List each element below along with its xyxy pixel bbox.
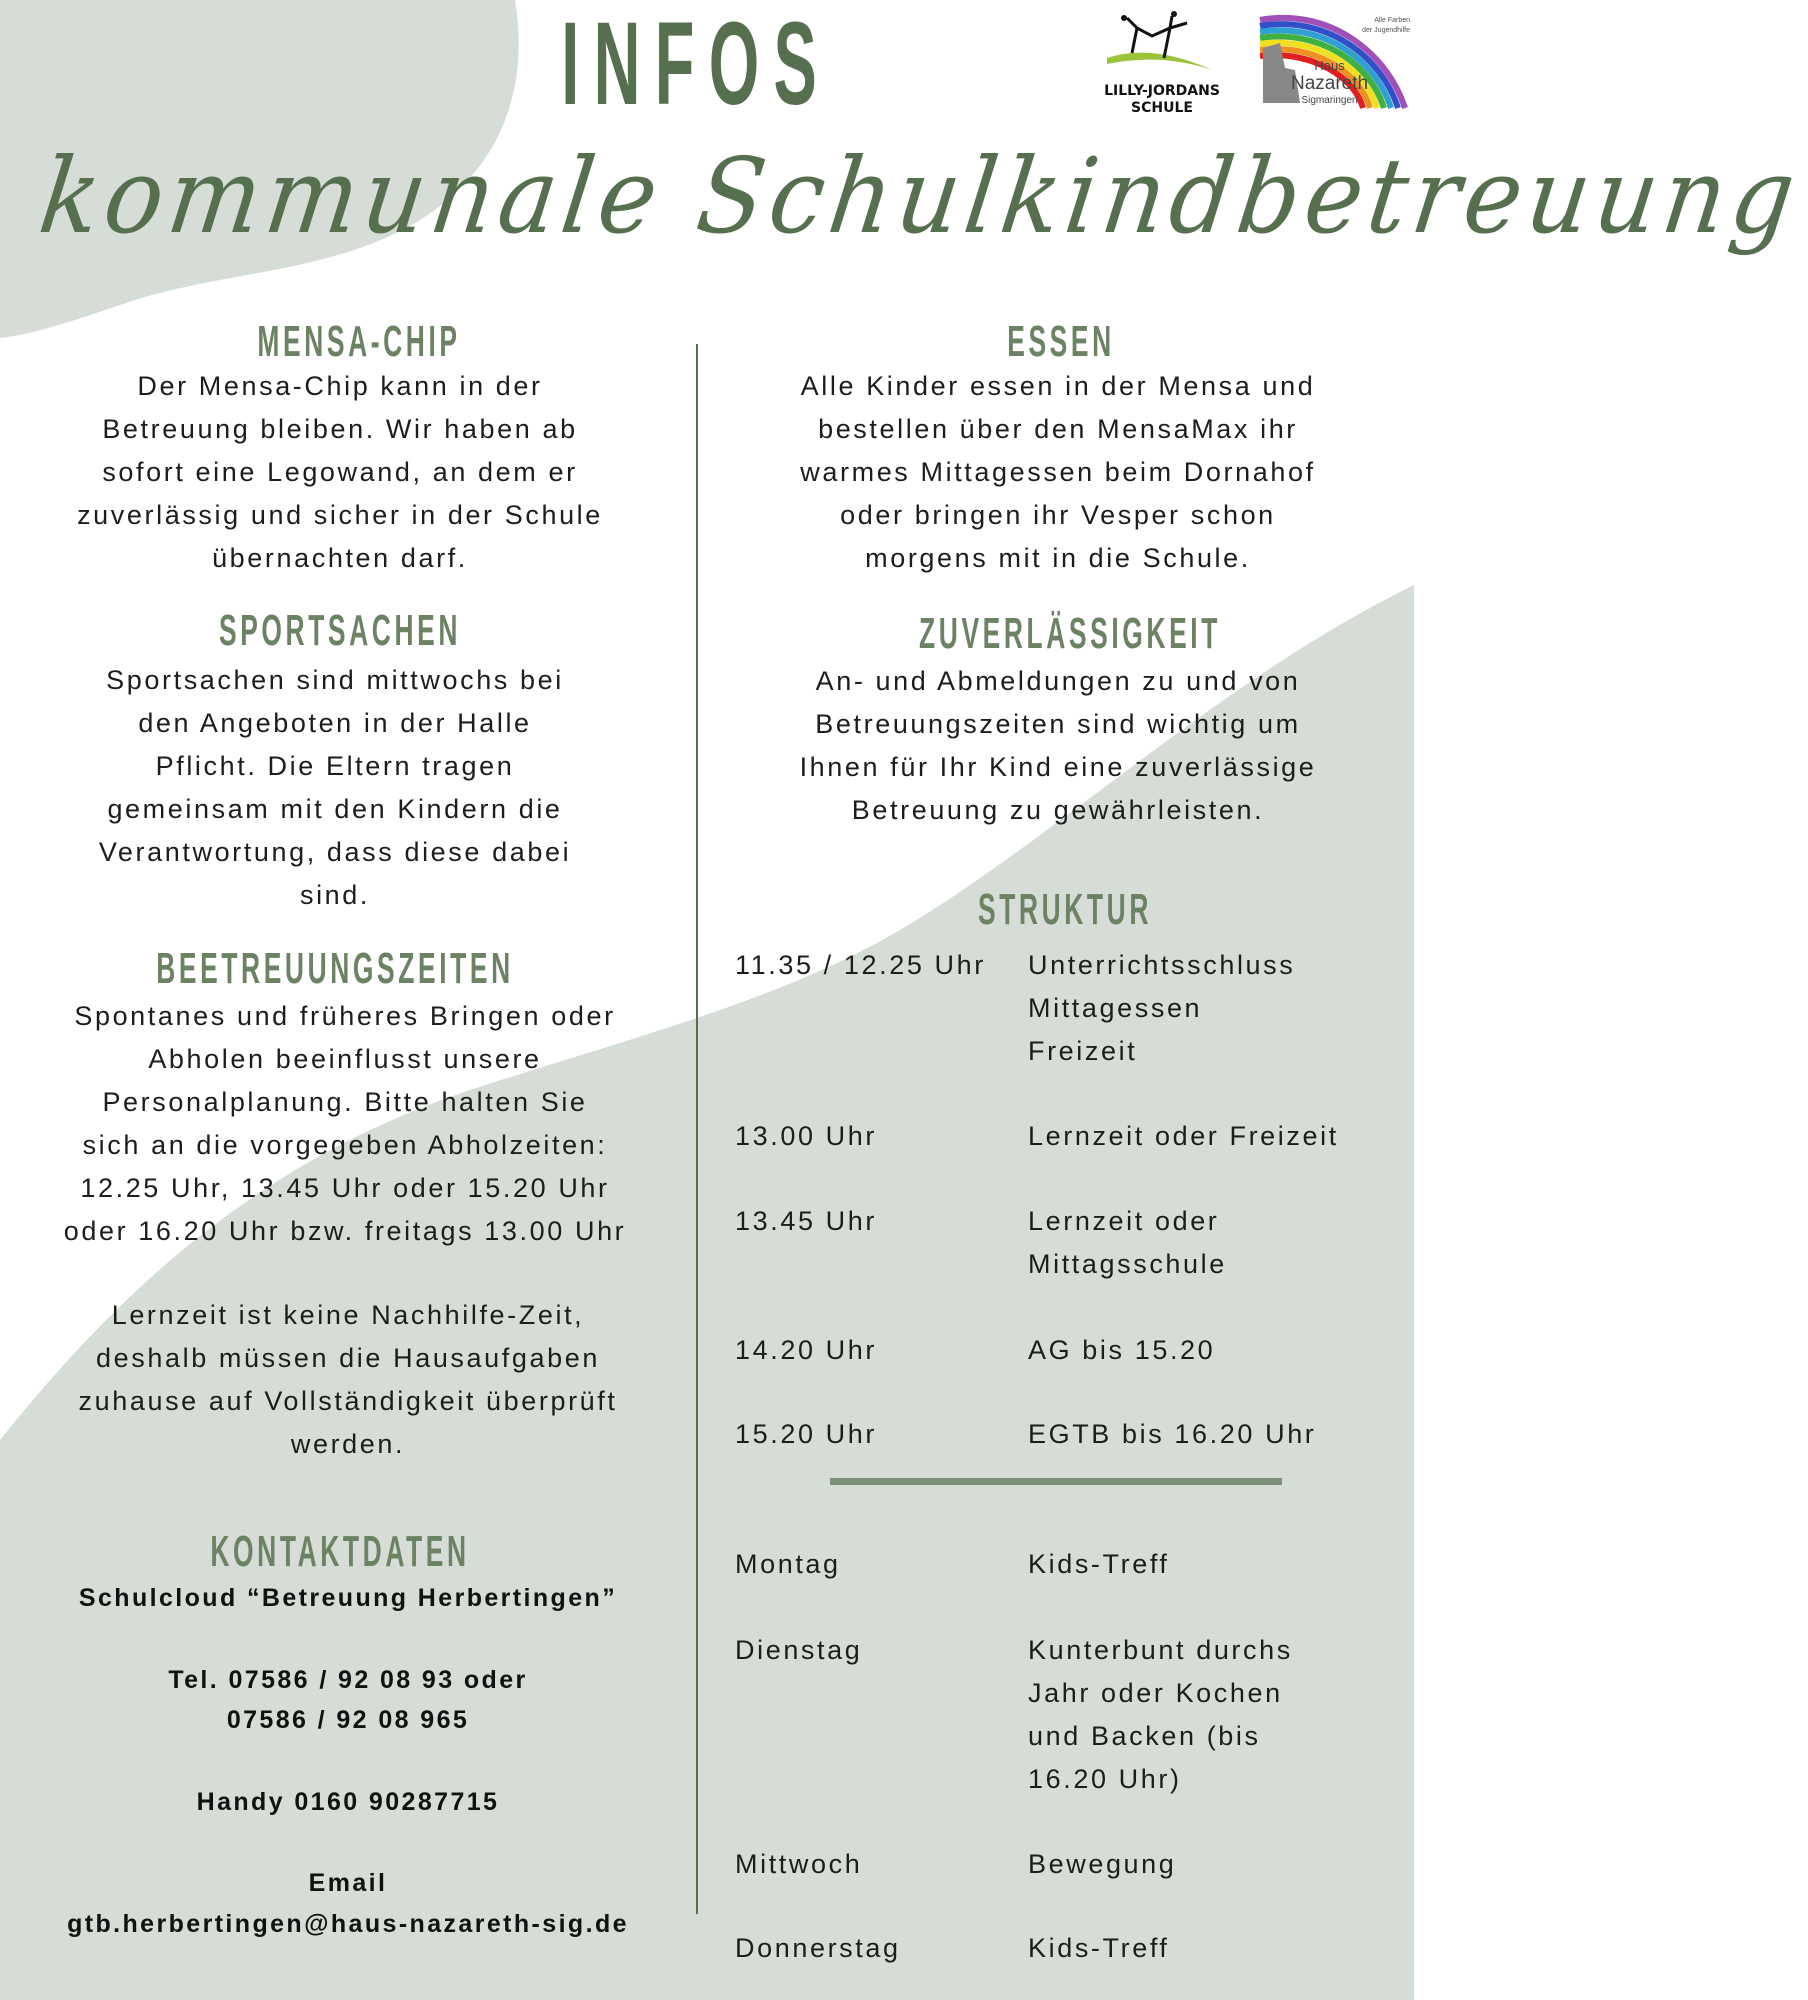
sportsachen-heading: SPORTSACHEN	[218, 606, 462, 655]
text-line: Betreuung zu gewährleisten.	[851, 795, 1265, 825]
activity-line: Kids-Treff	[1028, 1549, 1170, 1579]
text-line: Spontanes und früheres Bringen oder	[74, 1001, 616, 1031]
schedule-activity	[1028, 1629, 1408, 1801]
betreuungszeiten-text	[0, 995, 690, 1253]
text-line: Pflicht. Die Eltern tragen	[155, 751, 515, 781]
activity-line: Kids-Treff	[1028, 1933, 1170, 1963]
text-line: Lernzeit ist keine Nachhilfe-Zeit,	[111, 1300, 585, 1330]
text-line: oder bringen ihr Vesper schon	[840, 500, 1276, 530]
page-subtitle: kommunale Schulkindbetreuung	[33, 135, 1807, 257]
text-line: Alle Kinder essen in der Mensa und	[800, 371, 1316, 401]
dancing-figures-icon	[1092, 8, 1232, 78]
text-line: übernachten darf.	[212, 543, 468, 573]
activity-line: Freizeit	[1028, 1036, 1138, 1066]
text-line: Betreuung bleiben. Wir haben ab	[102, 414, 578, 444]
schedule-time: 15.20 Uhr	[735, 1419, 877, 1449]
text-line: Abholen beeinflusst unsere	[148, 1044, 542, 1074]
lernzeit-text	[0, 1294, 696, 1466]
text-line: zuhause auf Vollständigkeit überprüft	[78, 1386, 618, 1416]
email-label: Email	[308, 1869, 388, 1897]
text-line: Sportsachen sind mittwochs bei	[106, 665, 564, 695]
text-line: An- und Abmeldungen zu und von	[815, 666, 1301, 696]
column-divider	[696, 344, 698, 1914]
mobile-text: Handy 0160 90287715	[196, 1788, 500, 1816]
schedule-time: Donnerstag	[735, 1933, 901, 1963]
activity-line: EGTB bis 16.20 Uhr	[1028, 1419, 1317, 1449]
phone-text: Tel. 07586 / 92 08 93 oder	[168, 1666, 528, 1694]
mensa-chip-heading: MENSA-CHIP	[257, 317, 461, 366]
schedule-activity	[1028, 1927, 1408, 1970]
logo-text: Haus	[1314, 58, 1345, 73]
haus-nazareth-logo	[1255, 8, 1410, 113]
text-line: sich an die vorgegeben Abholzeiten:	[82, 1130, 608, 1160]
activity-line: Bewegung	[1028, 1849, 1177, 1879]
text-line: Betreuungszeiten sind wichtig um	[815, 709, 1301, 739]
schedule-activity	[1028, 1543, 1408, 1586]
schedule-activity	[1028, 1843, 1408, 1886]
text-line: 12.25 Uhr, 13.45 Uhr oder 15.20 Uhr	[80, 1173, 610, 1203]
logo-text: SCHULE	[1131, 100, 1193, 116]
text-line: bestellen über den MensaMax ihr	[818, 414, 1298, 444]
text-line: deshalb müssen die Hausaufgaben	[96, 1343, 600, 1373]
activity-line: Unterrichtsschluss	[1028, 950, 1296, 980]
text-line: Ihnen für Ihr Kind eine zuverlässige	[799, 752, 1317, 782]
activity-line: und Backen (bis	[1028, 1721, 1261, 1751]
logo-text: LILLY-JORDANS	[1104, 83, 1220, 99]
text-line: sofort eine Legowand, an dem er	[102, 457, 578, 487]
betreuungszeiten-heading: BEETREUUNGSZEITEN	[156, 944, 514, 993]
schedule-time: 13.45 Uhr	[735, 1206, 877, 1236]
schedule-time: 13.00 Uhr	[735, 1121, 877, 1151]
kontaktdaten-heading: KONTAKTDATEN	[210, 1527, 470, 1576]
schedule-time: Dienstag	[735, 1635, 863, 1665]
schulcloud-text: Schulcloud “Betreuung Herbertingen”	[78, 1584, 618, 1612]
essen-heading: ESSEN	[1007, 317, 1115, 366]
text-line: zuverlässig und sicher in der Schule	[77, 500, 603, 530]
text-line: Personalplanung. Bitte halten Sie	[102, 1087, 588, 1117]
logo-text: Nazareth	[1291, 73, 1369, 94]
text-line: Der Mensa-Chip kann in der	[137, 371, 543, 401]
zuverlaessigkeit-heading: ZUVERLÄSSIGKEIT	[919, 609, 1221, 658]
activity-line: 16.20 Uhr)	[1028, 1764, 1182, 1794]
mensa-chip-text	[0, 365, 680, 580]
activity-line: Jahr oder Kochen	[1028, 1678, 1283, 1708]
text-line: Verantwortung, dass diese dabei	[98, 837, 572, 867]
activity-line: Mittagsschule	[1028, 1249, 1227, 1279]
schedule-activity	[1028, 1413, 1408, 1456]
essen-text	[704, 365, 1412, 580]
text-line: oder 16.20 Uhr bzw. freitags 13.00 Uhr	[63, 1216, 627, 1246]
schedule-time: 14.20 Uhr	[735, 1335, 877, 1365]
text-line: gemeinsam mit den Kindern die	[107, 794, 563, 824]
text-line: sind.	[299, 880, 371, 910]
text-line: morgens mit in die Schule.	[865, 543, 1251, 573]
text-line: den Angeboten in der Halle	[138, 708, 532, 738]
section-separator	[830, 1478, 1282, 1485]
phone-text: 07586 / 92 08 965	[226, 1706, 470, 1734]
schedule-time: Mittwoch	[735, 1849, 863, 1879]
schedule-activity	[1028, 944, 1408, 1073]
logo-text: der Jugendhilfe	[1362, 27, 1410, 34]
activity-line: Lernzeit oder	[1028, 1206, 1220, 1236]
page-title: INFOS	[561, 0, 832, 130]
sportsachen-text	[0, 659, 670, 917]
schedule-time: Montag	[735, 1549, 841, 1579]
lilly-jordans-logo	[1092, 8, 1232, 116]
logo-text: Alle Farben	[1374, 17, 1410, 24]
activity-line: Lernzeit oder Freizeit	[1028, 1121, 1339, 1151]
schedule-activity	[1028, 1329, 1408, 1372]
schedule-time: 11.35 / 12.25 Uhr	[735, 950, 986, 980]
logo-text: Sigmaringen	[1301, 95, 1358, 106]
activity-line: Mittagessen	[1028, 993, 1203, 1023]
text-line: werden.	[290, 1429, 406, 1459]
email-link[interactable]: gtb.herbertingen@haus-nazareth-sig.de	[67, 1910, 629, 1938]
activity-line: Kunterbunt durchs	[1028, 1635, 1293, 1665]
text-line: warmes Mittagessen beim Dornahof	[800, 457, 1316, 487]
zuverlaessigkeit-text	[704, 660, 1412, 832]
struktur-heading: STRUKTUR	[978, 885, 1152, 934]
schedule-activity	[1028, 1200, 1408, 1286]
activity-line: AG bis 15.20	[1028, 1335, 1216, 1365]
schedule-activity	[1028, 1115, 1408, 1158]
